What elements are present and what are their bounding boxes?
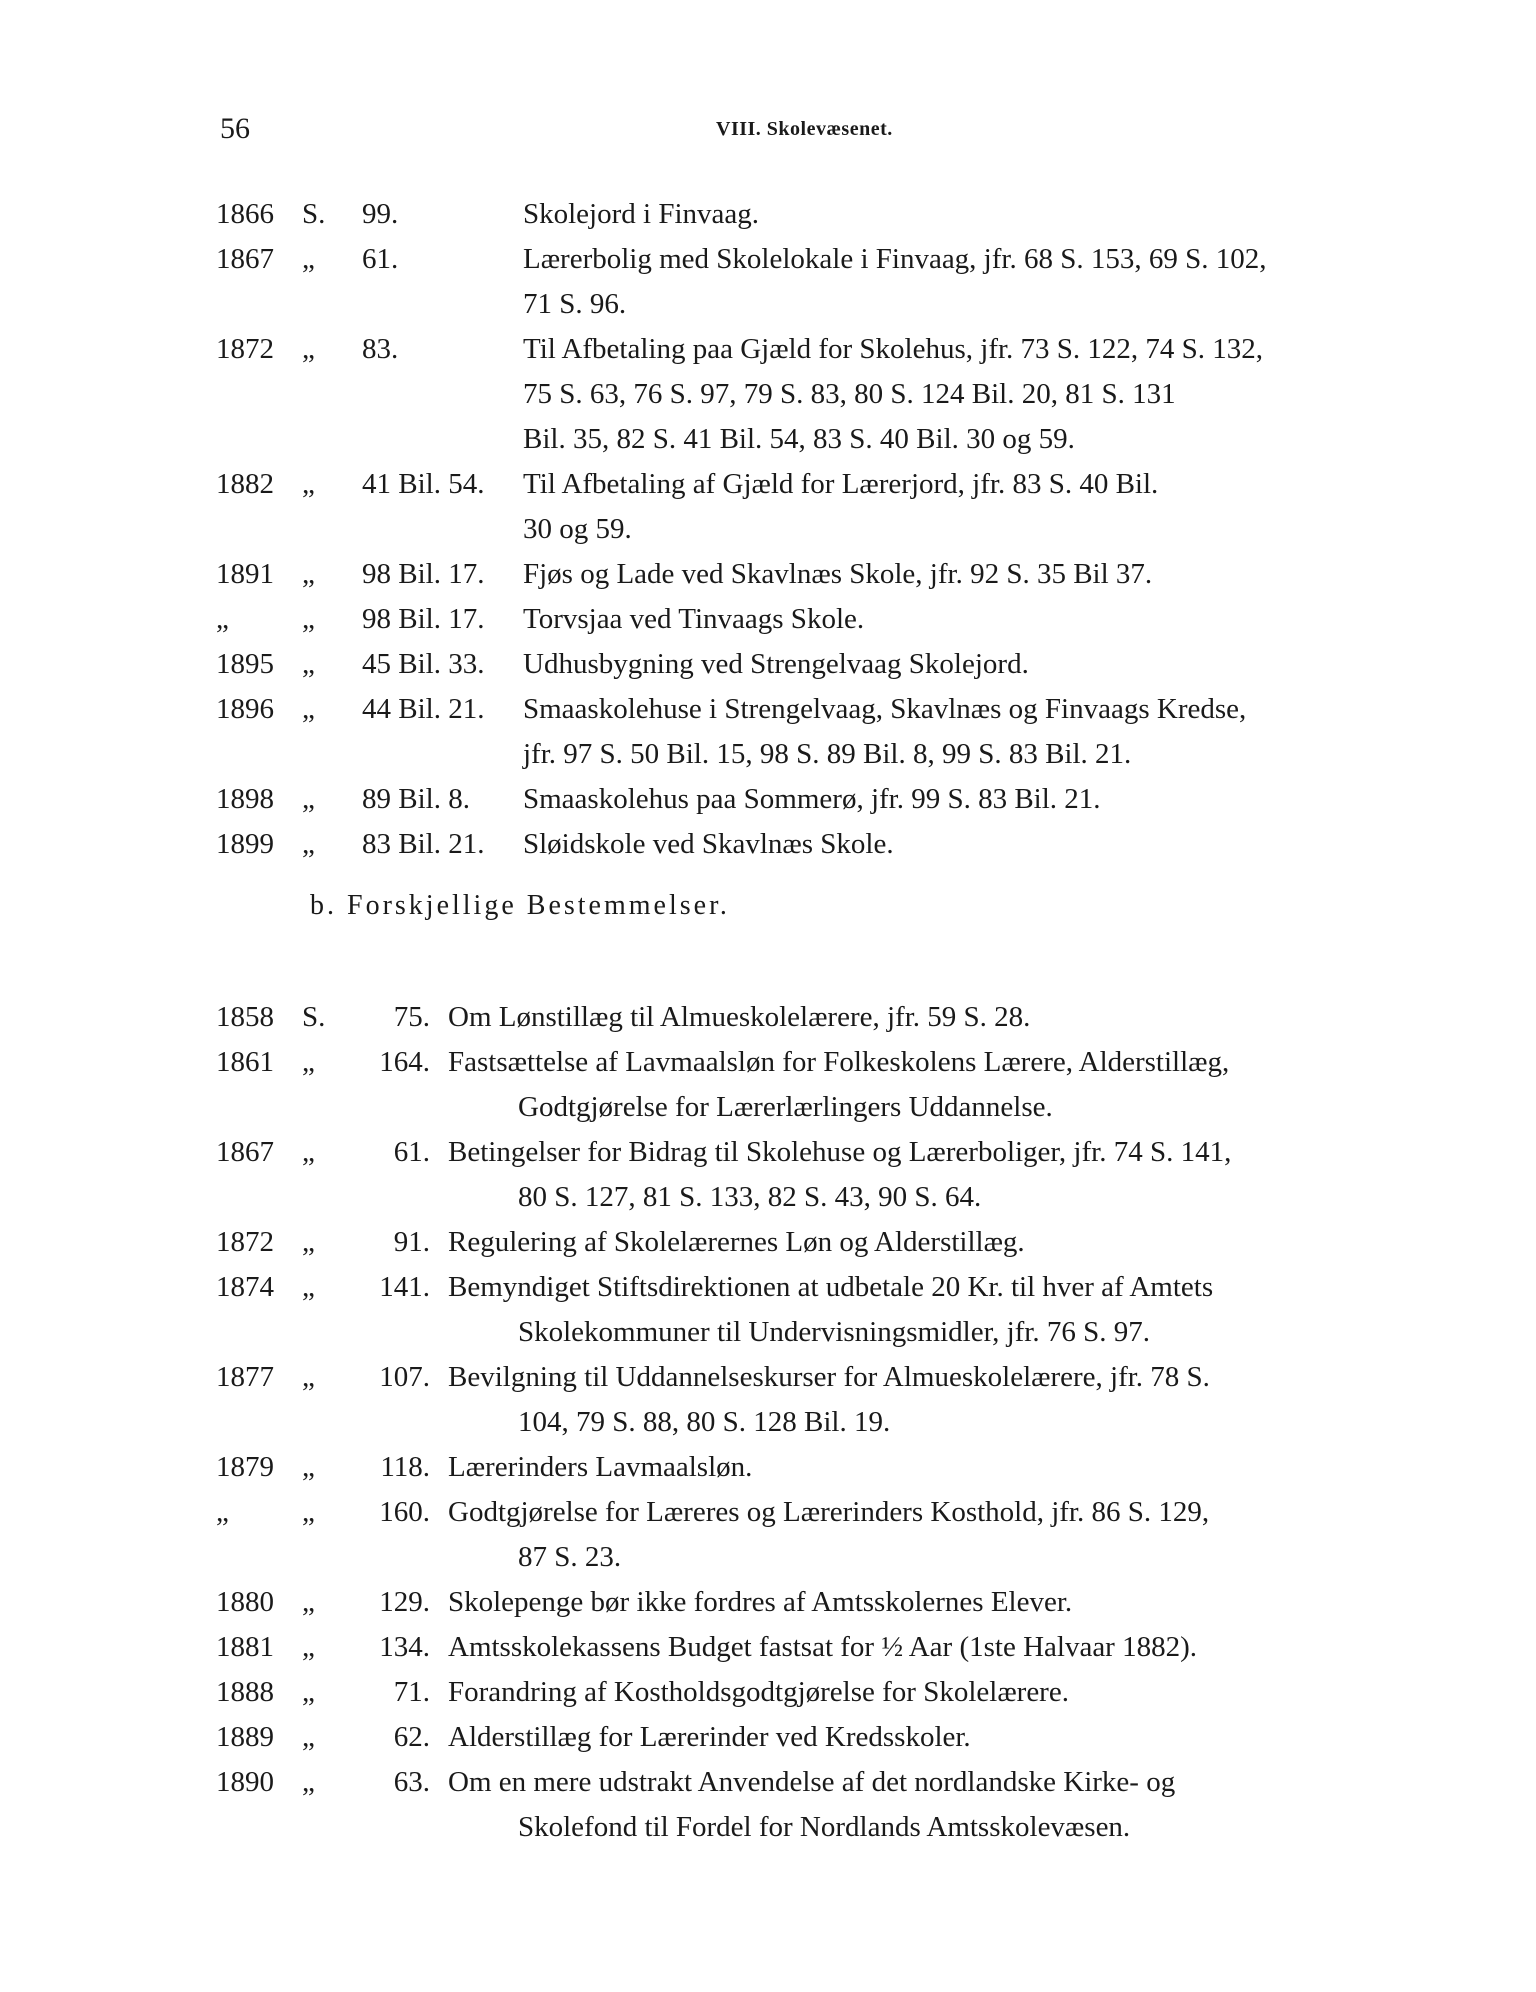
entry-mark: „ (302, 828, 315, 860)
entry-row (216, 642, 1436, 687)
entry-mark: „ (302, 1226, 315, 1258)
entry-row (216, 687, 1436, 732)
entry-text: Godtgjørelse for Læreres og Lærerinders Kosthold, jfr. 86 S. 129, (448, 1496, 1210, 1528)
entry-continuation: 104, 79 S. 88, 80 S. 128 Bil. 19. (518, 1406, 891, 1438)
entry-row (216, 1265, 1436, 1310)
entry-mark: „ (302, 1046, 315, 1078)
entry-text: Skolepenge bør ikke fordres af Amtsskolernes Elever. (448, 1586, 1073, 1618)
entry-continuation: 75 S. 63, 76 S. 97, 79 S. 83, 80 S. 124 Bil. 20, 81 S. 131 (523, 378, 1176, 410)
entry-reference: 61. (393, 1136, 430, 1168)
entry-continuation: 87 S. 23. (518, 1541, 622, 1573)
entry-year: „ (216, 603, 229, 635)
entry-reference: 45 Bil. 33. (362, 648, 485, 680)
entry-reference: 91. (393, 1226, 430, 1258)
entry-continuation: Skolefond til Fordel for Nordlands Amtsskolevæsen. (518, 1811, 1131, 1843)
entry-reference: 61. (362, 243, 399, 275)
entry-mark: „ (302, 1136, 315, 1168)
page-header (216, 112, 1416, 156)
entry-year: 1891 (216, 558, 274, 590)
entry-continuation: jfr. 97 S. 50 Bil. 15, 98 S. 89 Bil. 8, 99 S. 83 Bil. 21. (523, 738, 1132, 770)
entry-mark: „ (302, 1631, 315, 1663)
entry-year: 1858 (216, 1001, 274, 1033)
entry-year: 1867 (216, 243, 274, 275)
entry-text: Bemyndiget Stiftsdirektionen at udbetale 20 Kr. til hver af Amtets (448, 1271, 1214, 1303)
entry-mark: „ (302, 693, 315, 725)
entry-row (216, 327, 1436, 372)
entry-text: Om en mere udstrakt Anvendelse af det nordlandske Kirke- og (448, 1766, 1176, 1798)
entry-row (216, 192, 1436, 237)
entry-reference: 44 Bil. 21. (362, 693, 485, 725)
entry-mark: „ (302, 783, 315, 815)
entry-year: 1896 (216, 693, 274, 725)
entry-reference: 98 Bil. 17. (362, 558, 485, 590)
entry-year: 1888 (216, 1676, 274, 1708)
entry-mark: „ (302, 1586, 315, 1618)
entry-year: 1866 (216, 198, 274, 230)
section-a-entries (216, 192, 1436, 867)
entry-year: 1880 (216, 1586, 274, 1618)
entry-row (216, 1490, 1436, 1535)
entry-text: Smaaskolehuse i Strengelvaag, Skavlnæs og Finvaags Kredse, (523, 693, 1247, 725)
entry-mark: „ (302, 1496, 315, 1528)
entry-reference: 98 Bil. 17. (362, 603, 485, 635)
entry-row (216, 777, 1436, 822)
entry-reference: 75. (393, 1001, 430, 1033)
entry-row (216, 1580, 1436, 1625)
entry-text: Sløidskole ved Skavlnæs Skole. (523, 828, 894, 860)
entry-row (216, 552, 1436, 597)
entry-year: 1879 (216, 1451, 274, 1483)
entry-continuation: Bil. 35, 82 S. 41 Bil. 54, 83 S. 40 Bil. 30 og 59. (523, 423, 1075, 455)
entry-continuation: Godtgjørelse for Lærerlærlingers Uddannelse. (518, 1091, 1053, 1123)
entry-mark: „ (302, 1766, 315, 1798)
entry-mark: S. (302, 1001, 326, 1033)
entry-row (216, 1130, 1436, 1175)
entry-year: „ (216, 1496, 229, 1528)
entry-text: Bevilgning til Uddannelseskurser for Almueskolelærere, jfr. 78 S. (448, 1361, 1210, 1393)
entry-text: Alderstillæg for Lærerinder ved Kredsskoler. (448, 1721, 971, 1753)
entry-row (216, 1670, 1436, 1715)
entry-mark: S. (302, 198, 326, 230)
entry-text: Fastsættelse af Lavmaalsløn for Folkeskolens Lærere, Alderstillæg, (448, 1046, 1230, 1078)
entry-row (216, 1625, 1436, 1670)
entry-mark: „ (302, 1676, 315, 1708)
entry-row (216, 597, 1436, 642)
entry-text: Amtsskolekassens Budget fastsat for ½ Aar (1ste Halvaar 1882). (448, 1631, 1198, 1663)
entry-row (216, 1220, 1436, 1265)
entry-text: Regulering af Skolelærernes Løn og Alderstillæg. (448, 1226, 1025, 1258)
entry-mark: „ (302, 1271, 315, 1303)
entry-row (216, 1760, 1436, 1805)
page-number: 56 (220, 112, 250, 145)
entry-text: Torvsjaa ved Tinvaags Skole. (523, 603, 865, 635)
running-head: VIII. Skolevæsenet. (716, 118, 893, 140)
entry-text: Betingelser for Bidrag til Skolehuse og Lærerboliger, jfr. 74 S. 141, (448, 1136, 1232, 1168)
entry-reference: 71. (393, 1676, 430, 1708)
entry-reference: 83 Bil. 21. (362, 828, 485, 860)
entry-reference: 89 Bil. 8. (362, 783, 470, 815)
entry-year: 1898 (216, 783, 274, 815)
entry-year: 1890 (216, 1766, 274, 1798)
entry-continuation: 71 S. 96. (523, 288, 627, 320)
entry-text: Forandring af Kostholdsgodtgjørelse for Skolelærere. (448, 1676, 1069, 1708)
entry-year: 1895 (216, 648, 274, 680)
entry-mark: „ (302, 603, 315, 635)
entry-text: Til Afbetaling paa Gjæld for Skolehus, jfr. 73 S. 122, 74 S. 132, (523, 333, 1264, 365)
entry-mark: „ (302, 1361, 315, 1393)
entry-reference: 164. (379, 1046, 430, 1078)
entry-mark: „ (302, 468, 315, 500)
entry-text: Om Lønstillæg til Almueskolelærere, jfr. 59 S. 28. (448, 1001, 1031, 1033)
entry-row (216, 1715, 1436, 1760)
entry-year: 1867 (216, 1136, 274, 1168)
entry-year: 1899 (216, 828, 274, 860)
entry-row (216, 995, 1436, 1040)
entry-mark: „ (302, 1721, 315, 1753)
entry-reference: 63. (393, 1766, 430, 1798)
entry-year: 1874 (216, 1271, 274, 1303)
section-b-heading: b. Forskjellige Bestemmelser. (310, 890, 730, 921)
entry-mark: „ (302, 1451, 315, 1483)
entry-continuation: 80 S. 127, 81 S. 133, 82 S. 43, 90 S. 64. (518, 1181, 982, 1213)
entry-reference: 107. (379, 1361, 430, 1393)
entry-text: Fjøs og Lade ved Skavlnæs Skole, jfr. 92 S. 35 Bil 37. (523, 558, 1153, 590)
entry-text: Lærerbolig med Skolelokale i Finvaag, jfr. 68 S. 153, 69 S. 102, (523, 243, 1267, 275)
entry-text: Skolejord i Finvaag. (523, 198, 760, 230)
entry-row (216, 1355, 1436, 1400)
entry-year: 1877 (216, 1361, 274, 1393)
entry-year: 1882 (216, 468, 274, 500)
entry-row (216, 822, 1436, 867)
entry-mark: „ (302, 648, 315, 680)
entry-reference: 141. (379, 1271, 430, 1303)
entry-reference: 129. (379, 1586, 430, 1618)
entry-text: Til Afbetaling af Gjæld for Lærerjord, jfr. 83 S. 40 Bil. (523, 468, 1159, 500)
entry-row (216, 237, 1436, 282)
entry-row (216, 462, 1436, 507)
entry-year: 1881 (216, 1631, 274, 1663)
entry-reference: 41 Bil. 54. (362, 468, 485, 500)
entry-mark: „ (302, 243, 315, 275)
entry-reference: 62. (393, 1721, 430, 1753)
entry-row (216, 1445, 1436, 1490)
entry-continuation: 30 og 59. (523, 513, 632, 545)
entry-text: Smaaskolehus paa Sommerø, jfr. 99 S. 83 Bil. 21. (523, 783, 1101, 815)
entry-reference: 134. (379, 1631, 430, 1663)
entry-text: Lærerinders Lavmaalsløn. (448, 1451, 753, 1483)
entry-reference: 160. (379, 1496, 430, 1528)
entry-year: 1861 (216, 1046, 274, 1078)
entry-mark: „ (302, 558, 315, 590)
entry-reference: 83. (362, 333, 399, 365)
entry-mark: „ (302, 333, 315, 365)
entry-year: 1889 (216, 1721, 274, 1753)
entry-reference: 99. (362, 198, 399, 230)
entry-reference: 118. (380, 1451, 430, 1483)
section-b-entries (216, 995, 1436, 1850)
entry-continuation: Skolekommuner til Undervisningsmidler, jfr. 76 S. 97. (518, 1316, 1150, 1348)
entry-year: 1872 (216, 333, 274, 365)
entry-year: 1872 (216, 1226, 274, 1258)
entry-row (216, 1040, 1436, 1085)
entry-text: Udhusbygning ved Strengelvaag Skolejord. (523, 648, 1029, 680)
